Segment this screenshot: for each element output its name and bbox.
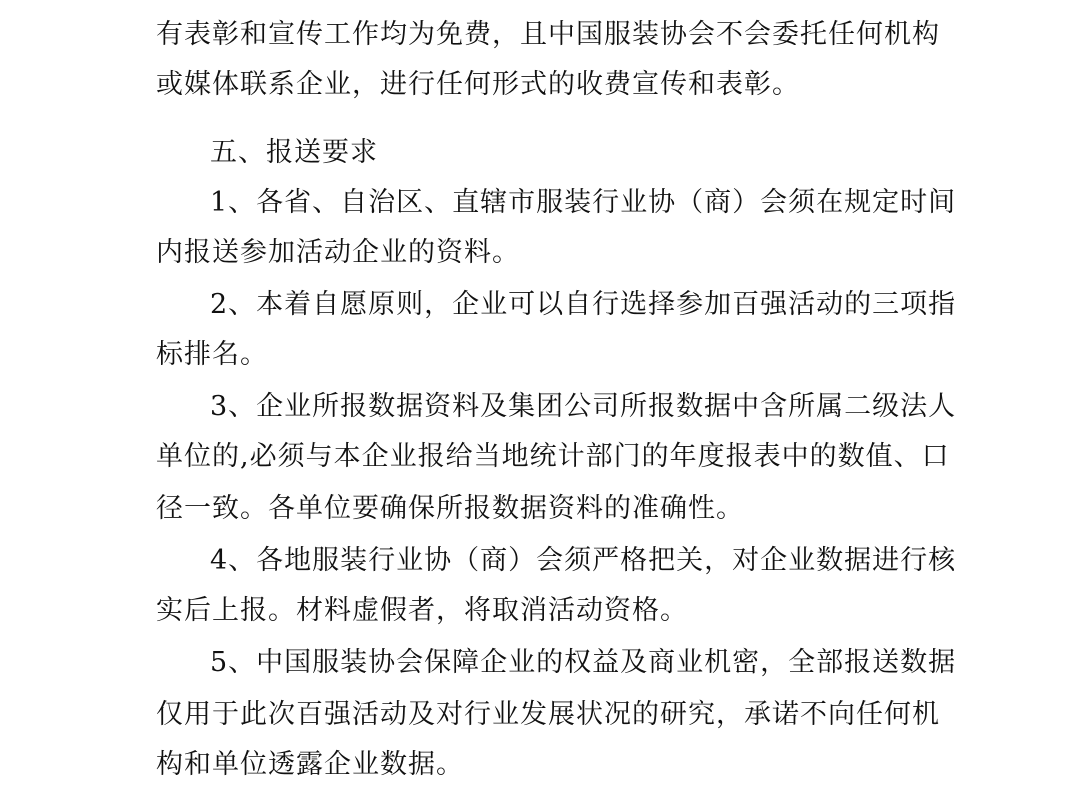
item-2-line-2: 标排名。 bbox=[156, 339, 268, 370]
item-2-line-1: 2、本着自愿原则，企业可以自行选择参加百强活动的三项指 bbox=[210, 289, 957, 320]
item-4-line-2: 实后上报。材料虚假者，将取消活动资格。 bbox=[156, 595, 688, 626]
item-3-line-1: 3、企业所报数据资料及集团公司所报数据中含所属二级法人 bbox=[210, 391, 957, 422]
item-5-line-3: 构和单位透露企业数据。 bbox=[156, 749, 464, 780]
item-5-line-1: 5、中国服装协会保障企业的权益及商业机密，全部报送数据 bbox=[210, 647, 957, 678]
item-1-line-2: 内报送参加活动企业的资料。 bbox=[156, 237, 520, 268]
intro-line-2: 或媒体联系企业，进行任何形式的收费宣传和表彰。 bbox=[156, 69, 800, 100]
item-3-line-3: 径一致。各单位要确保所报数据资料的准确性。 bbox=[156, 493, 744, 524]
section-heading: 五、报送要求 bbox=[210, 137, 378, 168]
item-5-line-2: 仅用于此次百强活动及对行业发展状况的研究，承诺不向任何机 bbox=[156, 699, 940, 730]
item-3-line-2: 单位的,必须与本企业报给当地统计部门的年度报表中的数值、口 bbox=[156, 441, 950, 472]
item-4-line-1: 4、各地服装行业协（商）会须严格把关，对企业数据进行核 bbox=[210, 545, 957, 576]
item-1-line-1: 1、各省、自治区、直辖市服装行业协（商）会须在规定时间 bbox=[210, 187, 957, 218]
intro-line-1: 有表彰和宣传工作均为免费，且中国服装协会不会委托任何机构 bbox=[156, 19, 940, 50]
